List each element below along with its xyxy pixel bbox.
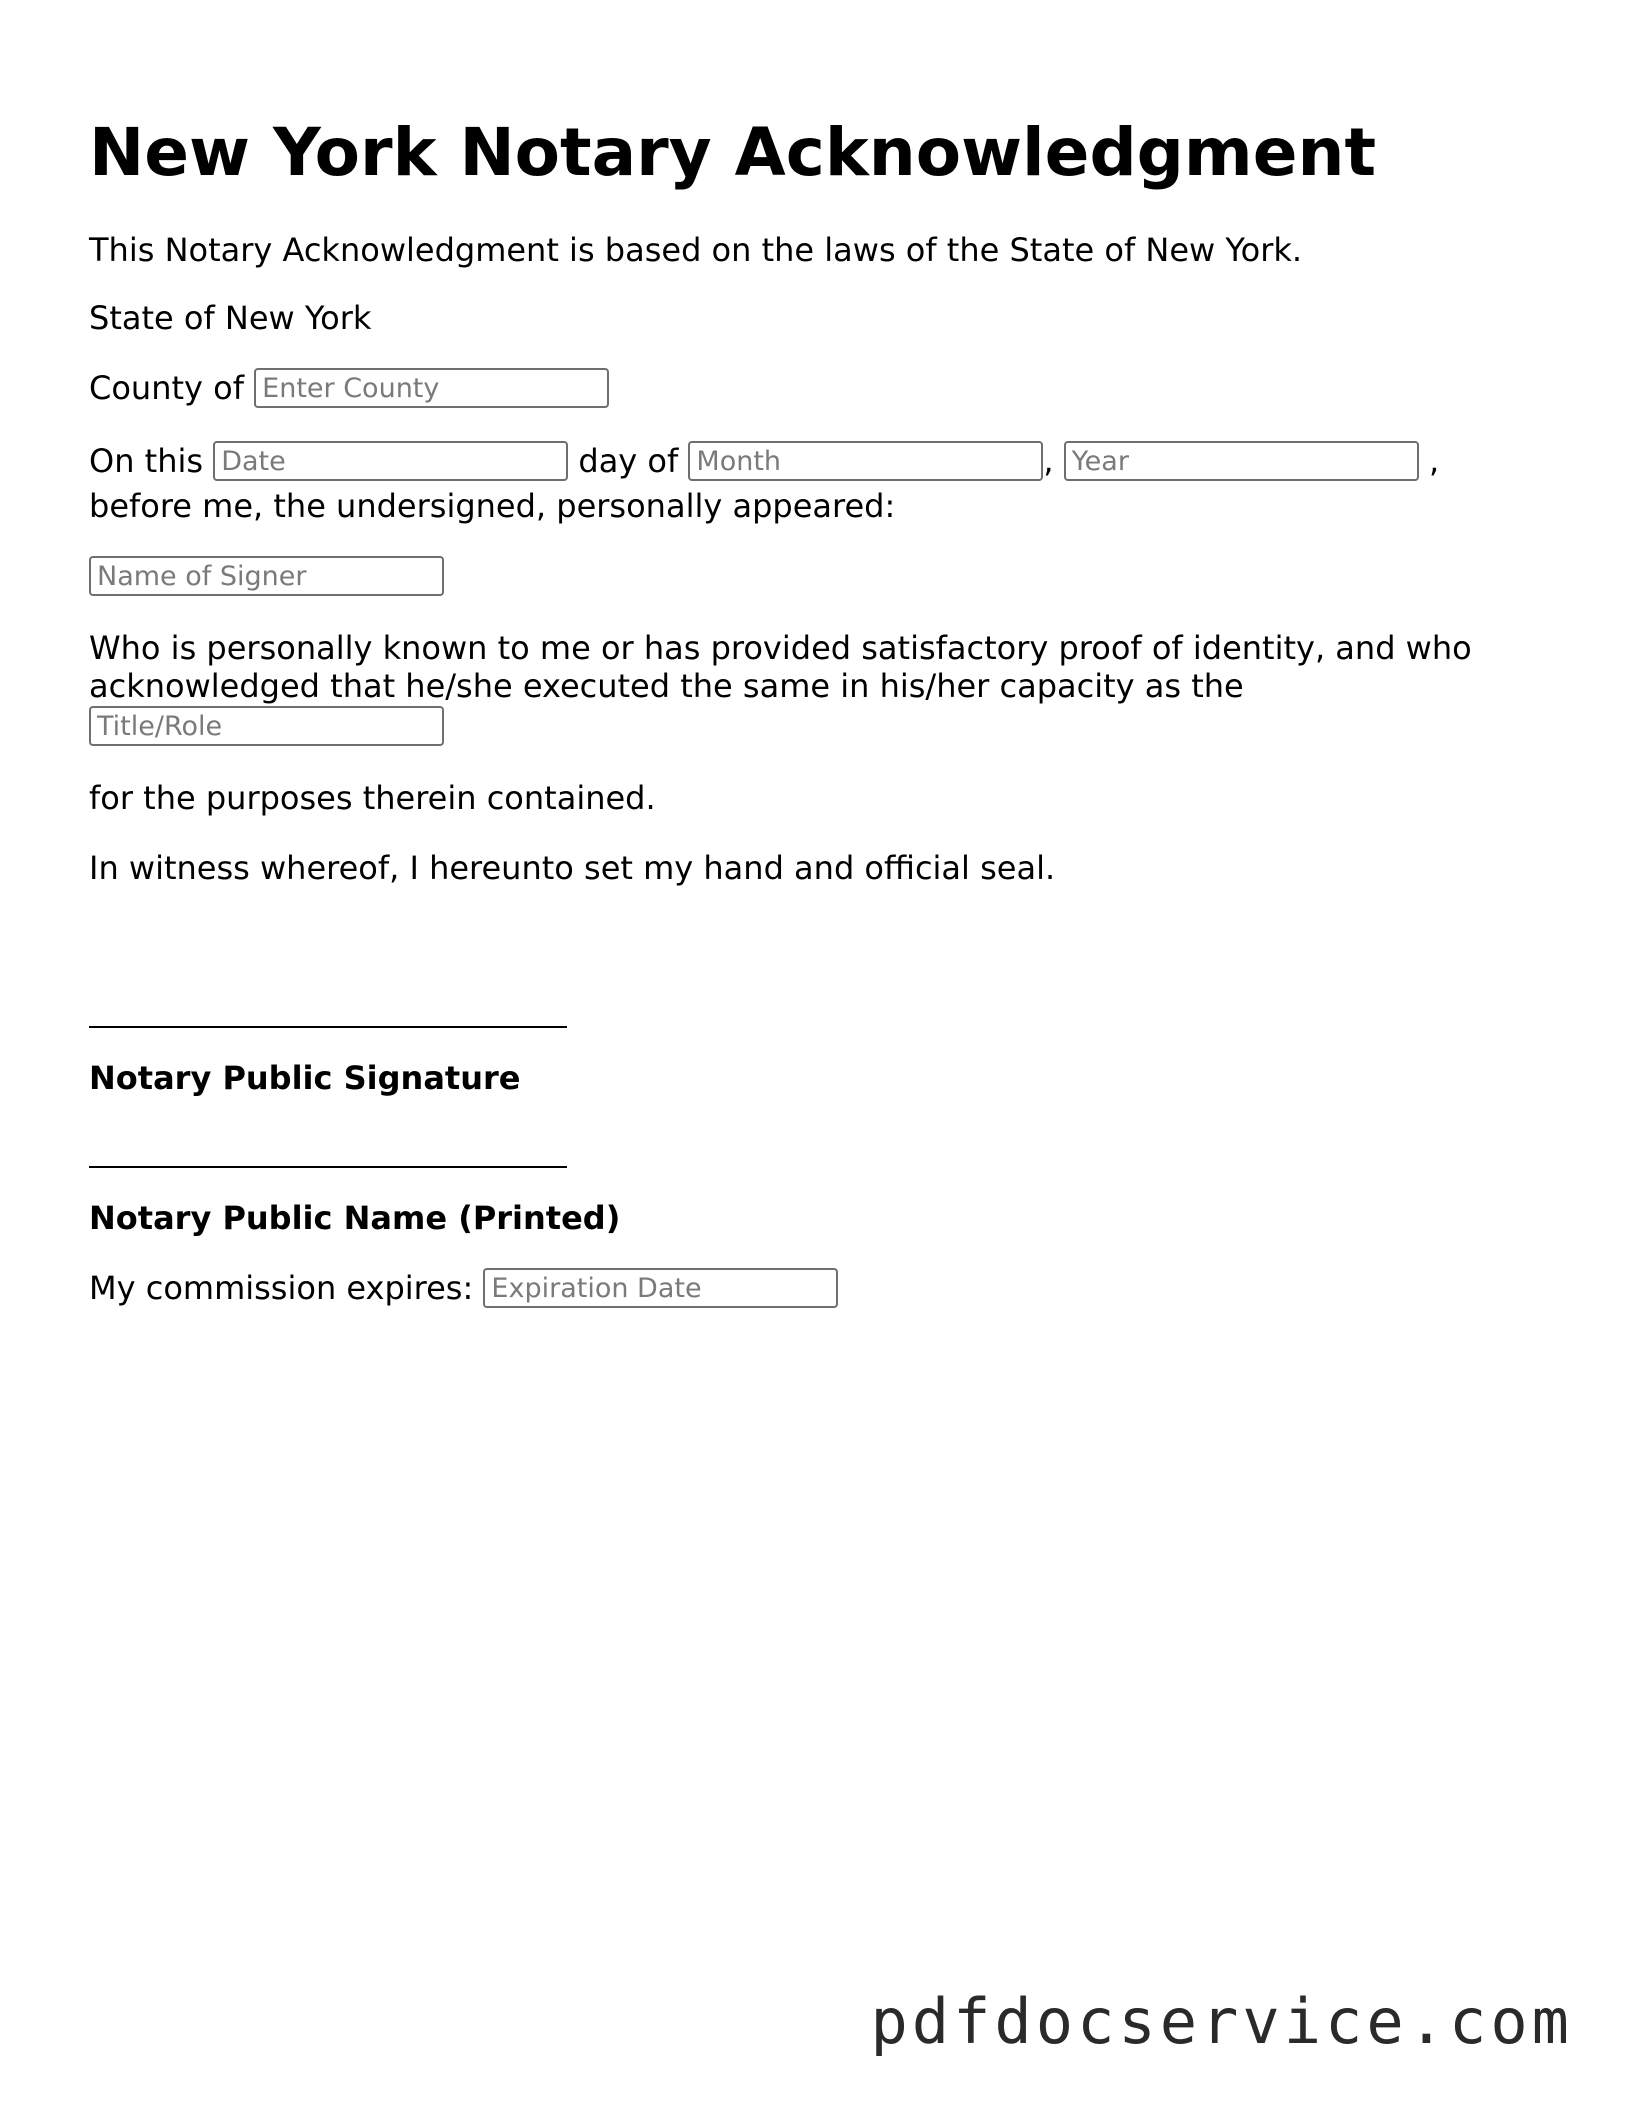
year-input[interactable] <box>1064 441 1419 481</box>
month-input[interactable] <box>688 441 1043 481</box>
trailing-comma: , <box>1428 442 1440 480</box>
watermark-text: pdfdocservice.com <box>870 1985 1573 2058</box>
commission-row <box>89 1268 838 1310</box>
county-input[interactable] <box>254 368 609 408</box>
signature-line[interactable] <box>89 1026 567 1028</box>
signer-name-input[interactable] <box>89 556 444 596</box>
county-row <box>89 368 609 410</box>
page-title: New York Notary Acknowledgment <box>89 114 1376 191</box>
title-role-input[interactable] <box>89 706 444 746</box>
on-this-label: On this <box>89 442 204 480</box>
title-role-row <box>89 706 444 748</box>
intro-text: This Notary Acknowledgment is based on the laws of the State of New York. <box>89 231 1303 269</box>
notary-name-label: Notary Public Name (Printed) <box>89 1199 621 1237</box>
witness-text: In witness whereof, I hereunto set my hand and official seal. <box>89 849 1056 887</box>
signer-row <box>89 556 444 598</box>
notary-signature-label: Notary Public Signature <box>89 1059 521 1097</box>
date-row <box>89 441 1439 483</box>
county-label: County of <box>89 369 244 407</box>
date-input[interactable] <box>213 441 568 481</box>
purposes-text: for the purposes therein contained. <box>89 779 656 817</box>
day-of-label: day of <box>578 442 679 480</box>
before-me-text: before me, the undersigned, personally appeared: <box>89 487 896 525</box>
commission-label: My commission expires: <box>89 1269 474 1307</box>
state-line: State of New York <box>89 299 372 337</box>
comma-separator: , <box>1043 442 1054 480</box>
printed-name-line[interactable] <box>89 1166 567 1168</box>
expiration-date-input[interactable] <box>483 1268 838 1308</box>
acknowledgment-line-2: acknowledged that he/she executed the same in his/her capacity as the <box>89 667 1244 705</box>
acknowledgment-line-1: Who is personally known to me or has provided satisfactory proof of identity, and who <box>89 629 1472 667</box>
